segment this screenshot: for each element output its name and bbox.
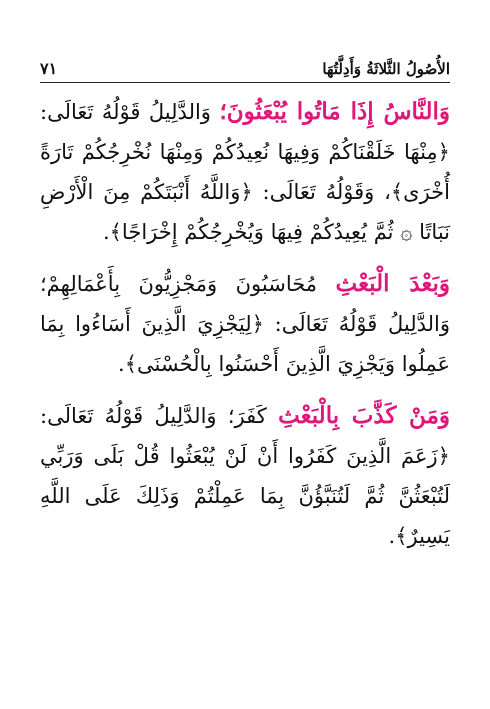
page-header: [40, 52, 450, 83]
paragraph-reckoning: [40, 264, 450, 384]
paragraph-heading: وَبَعْدَ الْبَعْثِ: [335, 270, 450, 297]
page-number: ٧١: [40, 59, 58, 78]
paragraph-text: كَفَرَ؛ وَالدَّلِيلُ قَوْلُهُ تَعَالَى: ﴿زَعَمَ الَّذِينَ كَفَرُوا أَنْ لَنْ يُبْعَثُوا قُلْ بَلَى وَرَبِّي لَتُبْعَثُنَّ ثُمَّ لَتُنَبَّؤُنَّ بِمَا عَمِلْتُمْ وَذَلِكَ عَلَى اللَّهِ يَسِيرٌ﴾.: [40, 404, 450, 548]
paragraph-text: مُحَاسَبُونَ وَمَجْزِيُّونَ بِأَعْمَالِهِمْ؛ وَالدَّلِيلُ قَوْلُهُ تَعَالَى: ﴿لِيَجْزِيَ الَّذِينَ أَسَاءُوا بِمَا عَمِلُوا وَيَجْزِيَ الَّذِينَ أَحْسَنُوا بِالْحُسْنَى﴾.: [40, 272, 450, 376]
paragraph-heading: وَالنَّاسُ إِذَا مَاتُوا يُبْعَثُونَ؛: [219, 98, 450, 125]
page-body: [40, 92, 450, 568]
running-title: الأُصُولُ الثَّلاثَةُ وَأَدِلَّتُهَا: [322, 60, 450, 78]
paragraph-resurrection: [40, 92, 450, 252]
paragraph-text: وَالدَّلِيلُ قَوْلُهُ تَعَالَى: ﴿مِنْهَا خَلَقْنَاكُمْ وَفِيهَا نُعِيدُكُمْ وَمِنْهَا نُخْرِجُكُمْ تَارَةً أُخْرَى﴾، وَقَوْلُهُ تَعَالَى: ﴿وَاللَّهُ أَنْبَتَكُمْ مِنَ الْأَرْضِ نَبَاتًا ۞ ثُمَّ يُعِيدُكُمْ فِيهَا وَيُخْرِجُكُمْ إِخْرَاجًا﴾.: [40, 100, 450, 244]
paragraph-heading: وَمَنْ كَذَّبَ بِالْبَعْثِ: [278, 402, 450, 429]
paragraph-denial: [40, 396, 450, 556]
